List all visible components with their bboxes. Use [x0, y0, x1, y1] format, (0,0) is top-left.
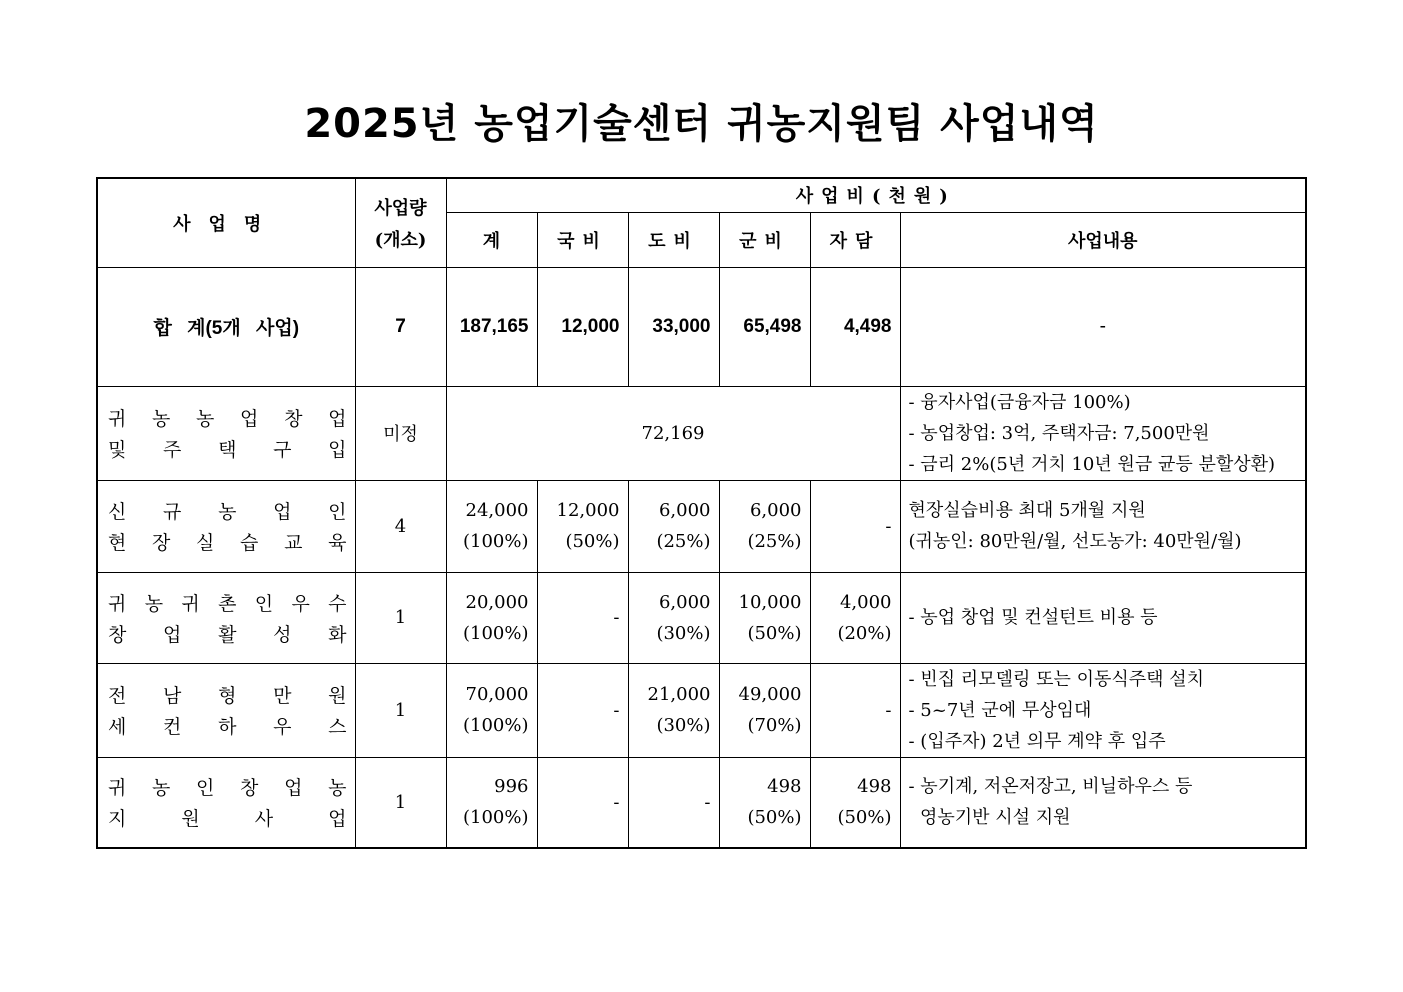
total-national: 12,000 [537, 267, 628, 386]
project-name [97, 572, 355, 663]
project-name-char: 규 [163, 501, 182, 523]
project-name-char: 육 [328, 532, 347, 554]
project-name-line [108, 710, 347, 741]
project-name-char: 습 [240, 532, 259, 554]
project-name-char: 농 [196, 408, 215, 430]
budget-value: (100%) [462, 531, 529, 552]
budget-value: - [613, 699, 620, 721]
project-name-line [108, 526, 347, 557]
project-name [97, 663, 355, 757]
project-name-char: 스 [328, 716, 347, 738]
budget-value: (70%) [747, 715, 802, 736]
budget-provincial [628, 663, 719, 757]
content-line: - 농업 창업 및 컨설턴트 비용 등 [908, 607, 1158, 628]
budget-value: (50%) [837, 807, 892, 829]
project-name-char: 귀 [108, 777, 127, 800]
budget-value: 49,000 [738, 684, 802, 705]
budget-value: (50%) [747, 622, 802, 644]
project-name-char: 촌 [218, 592, 237, 615]
budget-value: - [613, 607, 620, 628]
budget-value: 12,000 [556, 500, 620, 521]
budget-value: 21,000 [647, 684, 711, 705]
merged-budget: 72,169 [446, 386, 900, 480]
table-row [97, 757, 1306, 848]
budget-value: (50%) [565, 531, 620, 552]
table-row [97, 572, 1306, 663]
project-count: 4 [355, 480, 446, 572]
content-line: - (입주자) 2년 의무 계약 후 입주 [908, 730, 1166, 752]
content-line: - 융자사업(금융자금 100%) [908, 391, 1131, 413]
project-name-char: 수 [328, 592, 347, 615]
budget-value: 498 [767, 776, 802, 798]
project-content [900, 757, 1306, 848]
project-name-char: 귀 [181, 592, 200, 615]
budget-county [719, 480, 810, 572]
header-budget: 사업비(천원) [446, 178, 1306, 212]
project-name-char: 장 [152, 532, 171, 554]
project-name-char: 귀 [108, 592, 127, 615]
budget-value: (100%) [462, 622, 529, 644]
total-name: 합 계(5개 사업) [97, 267, 355, 386]
project-name-char: 업 [328, 408, 347, 430]
project-name-char: 형 [218, 685, 237, 707]
project-content [900, 386, 1306, 480]
project-count: 1 [355, 572, 446, 663]
content-line: - 빈집 리모델링 또는 이동식주택 설치 [908, 668, 1205, 690]
header-name: 사업명 [97, 178, 355, 267]
budget-self [810, 572, 900, 663]
project-name-char: 사 [254, 808, 274, 831]
header-row-1 [97, 178, 1306, 212]
budget-value: 4,000 [839, 591, 892, 613]
project-name-char: 현 [108, 532, 127, 554]
budget-provincial [628, 757, 719, 848]
content-line: 영농기반 시설 지원 [908, 807, 1071, 829]
project-name-char: 업 [163, 623, 182, 646]
budget-value: 10,000 [738, 591, 802, 613]
header-count [355, 178, 446, 267]
budget-provincial [628, 480, 719, 572]
budget-national [537, 572, 628, 663]
project-name-char: 인 [328, 501, 347, 523]
project-name-line [108, 618, 347, 649]
budget-value: 6,000 [749, 500, 802, 521]
budget-value: (100%) [462, 807, 529, 829]
project-name-line [108, 679, 347, 710]
budget-national [537, 757, 628, 848]
budget-value: (30%) [656, 715, 711, 736]
project-name-char: 성 [273, 623, 292, 646]
budget-value: 996 [494, 776, 529, 798]
budget-value: (25%) [747, 531, 802, 552]
project-name-line [108, 402, 347, 433]
total-self: 4,498 [810, 267, 900, 386]
project-name [97, 386, 355, 480]
budget-value: (25%) [656, 531, 711, 552]
budget-total [446, 663, 537, 757]
project-name-char: 농 [152, 408, 171, 430]
budget-self [810, 663, 900, 757]
project-name-char: 입 [328, 439, 347, 461]
project-name-char: 전 [108, 685, 127, 707]
budget-self [810, 757, 900, 848]
budget-value: (100%) [462, 715, 529, 736]
project-name-char: 지 [108, 808, 127, 831]
project-name-char: 농 [218, 501, 237, 523]
project-name-char: 세 [108, 716, 127, 738]
project-name-char: 농 [144, 592, 164, 615]
total-count: 7 [355, 267, 446, 386]
budget-value: 20,000 [465, 591, 529, 613]
project-name-char: 창 [108, 623, 127, 646]
budget-value: 6,000 [658, 500, 711, 521]
content-line: (귀농인: 80만원/월, 선도농가: 40만원/월) [908, 531, 1242, 552]
project-name-char: 우 [273, 716, 292, 738]
table-row [97, 663, 1306, 757]
project-name-char: 및 [108, 439, 127, 461]
total-county: 65,498 [719, 267, 810, 386]
header-count-line1: 사업량 [374, 197, 427, 219]
header-provincial: 도비 [628, 212, 719, 267]
project-name-char: 구 [273, 439, 292, 461]
project-name-char: 인 [196, 777, 215, 800]
header-county: 군비 [719, 212, 810, 267]
project-name-char: 농 [152, 777, 171, 800]
project-name-char: 만 [273, 685, 292, 707]
table-row [97, 480, 1306, 572]
project-name-char: 귀 [108, 408, 127, 430]
budget-value: 6,000 [658, 591, 711, 613]
project-name-line [108, 433, 347, 464]
header-national: 국비 [537, 212, 628, 267]
content-line: - 금리 2%(5년 거치 10년 원금 균등 분할상환) [908, 453, 1276, 475]
header-total: 계 [446, 212, 537, 267]
content-line: - 5~7년 군에 무상임대 [908, 699, 1092, 721]
budget-value: - [885, 515, 892, 537]
total-sum: 187,165 [446, 267, 537, 386]
project-name-line [108, 802, 347, 833]
project-count: 1 [355, 757, 446, 848]
project-name-char: 하 [218, 716, 237, 738]
project-count: 1 [355, 663, 446, 757]
budget-value: - [885, 699, 892, 721]
project-name-char: 창 [240, 777, 259, 800]
budget-total [446, 480, 537, 572]
budget-provincial [628, 572, 719, 663]
budget-county [719, 663, 810, 757]
budget-self [810, 480, 900, 572]
budget-value: - [613, 791, 620, 813]
project-content [900, 572, 1306, 663]
project-name-char: 택 [218, 439, 237, 461]
project-content [900, 663, 1306, 757]
project-name-char: 업 [273, 501, 292, 523]
project-name [97, 757, 355, 848]
project-name-line [108, 771, 347, 802]
project-name-char: 창 [284, 408, 303, 430]
project-name-char: 실 [196, 532, 215, 554]
budget-value: (30%) [656, 622, 711, 644]
total-row [97, 267, 1306, 386]
project-name-line [108, 587, 347, 618]
budget-value: 24,000 [465, 500, 529, 521]
header-count-line2: (개소) [374, 229, 427, 251]
project-name-char: 컨 [163, 716, 182, 738]
project-name-char: 원 [181, 808, 200, 831]
budget-value: (20%) [837, 622, 892, 644]
project-name-char: 업 [240, 408, 259, 430]
project-name-char: 활 [218, 623, 237, 646]
project-content [900, 480, 1306, 572]
project-table [96, 177, 1307, 849]
project-name-char: 인 [254, 592, 274, 615]
total-provincial: 33,000 [628, 267, 719, 386]
total-content: - [900, 267, 1306, 386]
project-name-char: 남 [163, 685, 182, 707]
budget-national [537, 480, 628, 572]
project-name-char: 교 [284, 532, 303, 554]
project-name-line [108, 495, 347, 526]
budget-total [446, 757, 537, 848]
project-name-char: 신 [108, 501, 127, 523]
budget-value: 498 [857, 776, 892, 798]
header-content: 사업내용 [900, 212, 1306, 267]
project-name-char: 우 [291, 592, 310, 615]
budget-value: - [704, 791, 711, 813]
table-row [97, 386, 1306, 480]
project-name-char: 업 [328, 808, 347, 831]
content-line: - 농업창업: 3억, 주택자금: 7,500만원 [908, 422, 1210, 444]
project-name-char: 농 [328, 777, 347, 800]
budget-county [719, 572, 810, 663]
content-line: 현장실습비용 최대 5개월 지원 [908, 500, 1146, 521]
project-count: 미정 [355, 386, 446, 480]
project-name-char: 원 [328, 685, 347, 707]
project-name-char: 화 [328, 623, 347, 646]
budget-value: 70,000 [465, 684, 529, 705]
budget-value: (50%) [747, 807, 802, 829]
budget-total [446, 572, 537, 663]
project-name [97, 480, 355, 572]
budget-national [537, 663, 628, 757]
project-name-char: 주 [163, 439, 182, 461]
header-self: 자담 [810, 212, 900, 267]
project-name-char: 업 [284, 777, 303, 800]
content-line: - 농기계, 저온저장고, 비닐하우스 등 [908, 776, 1193, 798]
page-title: 2025년 농업기술센터 귀농지원팀 사업내역 [304, 101, 1099, 147]
budget-county [719, 757, 810, 848]
